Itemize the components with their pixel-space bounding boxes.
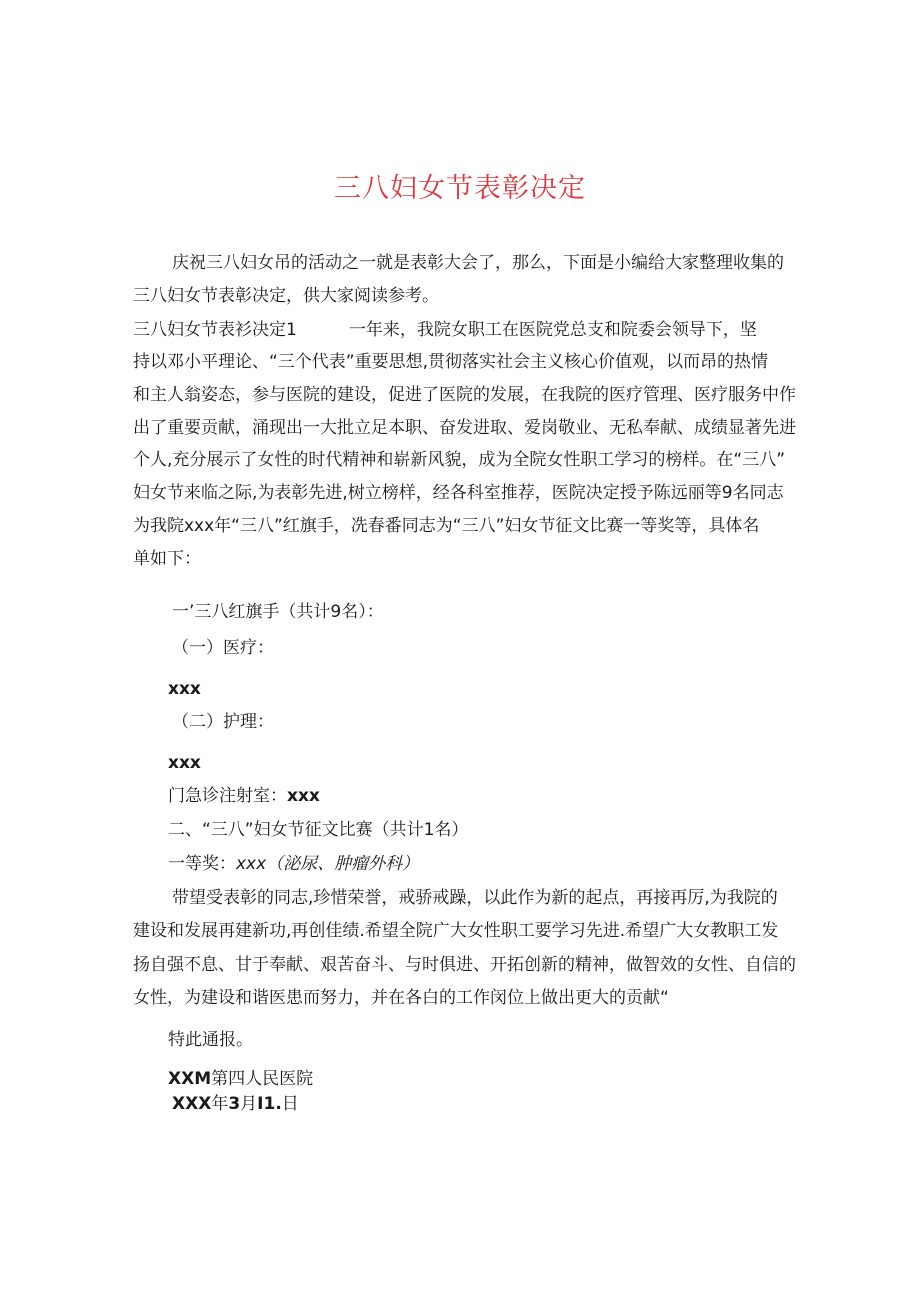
closing-line-2: 建设和发展再建新功,再创佳绩.希望全院广大女性职工要学习先进.希望广大女教职工发 <box>133 921 779 941</box>
notice-line: 特此通报。 <box>168 1030 253 1050</box>
section1-heading-line <box>133 318 757 342</box>
body1-line-5: 个人,充分展示了女性的时代精神和崭新风貌，成为全院女性职工学习的榜样。在“三八” <box>133 450 786 470</box>
body1-line-3: 和主人翁姿态，参与医院的建设，促进了医院的发展，在我院的医疗管理、医疗服务中作 <box>133 385 796 405</box>
date-day: I1. <box>257 1094 282 1114</box>
date-month: 3 <box>228 1094 241 1114</box>
date-month-char: 月 <box>240 1094 258 1114</box>
list-item-2: 二、“三八”妇女节征文比赛（共计1名） <box>168 820 469 840</box>
closing-line-4: 女性，为建设和谐医患而努力，并在各白的工作闵位上做出更大的贡献“ <box>133 988 669 1008</box>
list-sub-1: （一）医疗： <box>172 638 274 658</box>
list-sub-1-name: xxx <box>168 679 201 699</box>
signature-org <box>168 1067 313 1091</box>
emergency-label: 门急诊注射室： <box>168 786 287 806</box>
body1-line-6: 妇女节来临之际,为表彰先进,树立榜样，经各科室推荐，医院决定授予陈远丽等9名同志 <box>133 483 784 503</box>
emergency-name: xxx <box>287 786 320 806</box>
date-prefix: XXX <box>172 1094 212 1114</box>
closing-line-3: 扬自强不息、甘于奉献、艰苦奋斗、与时俱进、开拓创新的精神，做智效的女性、自信的 <box>133 955 796 975</box>
prize-name: xxx（泌尿、肿瘤外科） <box>236 854 420 874</box>
section1-heading: 三八妇女节表衫决定1 <box>133 320 297 340</box>
signature-org-prefix: XXM <box>168 1069 212 1089</box>
list-item-1: 一’三八红旗手（共计9名）： <box>172 602 384 622</box>
body1-line-4: 出了重要贡献，涌现出一大批立足本职、奋发进取、爱岗敬业、无私奉献、成绩显著先进 <box>133 418 796 438</box>
body1-line-1: 一年来，我院女职工在医院党总支和院委会领导下，坚 <box>348 320 757 340</box>
emergency-line <box>168 784 320 808</box>
document-title: 三八妇女节表彰决定 <box>334 173 586 204</box>
intro-line-2: 三八妇女节表彰决定，供大家阅读参考。 <box>133 286 439 306</box>
signature-org-name: 第四人民医院 <box>211 1069 314 1089</box>
list-sub-2: （二）护理： <box>172 712 274 732</box>
body1-line-7: 为我院xxx年“三八”红旗手，冼春番同志为“三八”妇女节征文比赛一等奖等，具体名 <box>133 516 760 536</box>
prize-label: 一等奖： <box>168 854 236 874</box>
prize-line <box>168 852 419 876</box>
date-year-char: 年 <box>211 1094 229 1114</box>
date-day-char: 日 <box>281 1094 299 1114</box>
intro-line-1: 庆祝三八妇女吊的活动之一就是表彰大会了，那么，下面是小编给大家整理收集的 <box>172 253 784 273</box>
closing-line-1: 带望受表彰的同志,珍惜荣誉，戒骄戒躁，以此作为新的起点，再接再厉,为我院的 <box>172 888 778 908</box>
signature-date <box>172 1092 299 1116</box>
body1-line-8: 单如下： <box>133 549 201 569</box>
list-sub-2-name: xxx <box>168 753 201 773</box>
body1-line-2: 持以邓小平理论、“三个代表”重要思想,贯彻落实社会主义核心价值观，以而昂的热情 <box>133 352 769 372</box>
